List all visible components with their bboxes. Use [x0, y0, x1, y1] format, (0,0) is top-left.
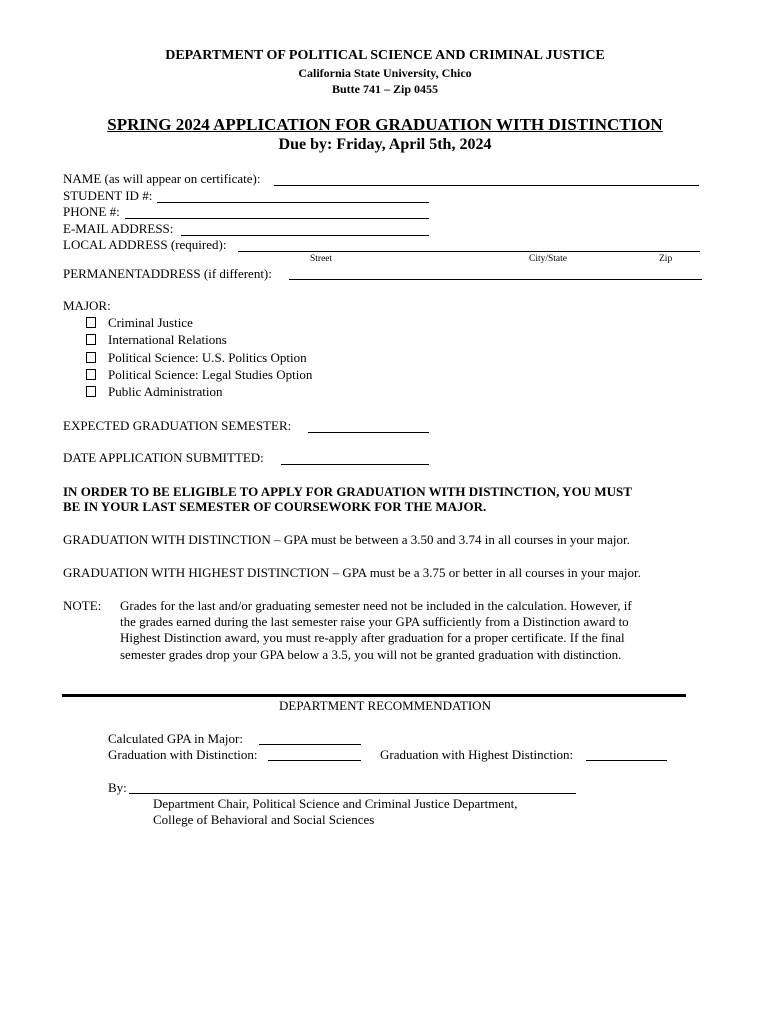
eligibility-line-2: BE IN YOUR LAST SEMESTER OF COURSEWORK FOR THE MAJOR. — [63, 499, 487, 514]
major-option-label: International Relations — [108, 332, 227, 347]
major-option-us-politics[interactable] — [86, 350, 307, 366]
with-highest-distinction-label: Graduation with Highest Distinction: — [380, 747, 574, 762]
permanent-address-field[interactable] — [289, 279, 702, 280]
with-distinction-label: Graduation with Distinction: — [108, 747, 258, 762]
eligibility-line-1: IN ORDER TO BE ELIGIBLE TO APPLY FOR GRADUATION WITH DISTINCTION, YOU MUST — [63, 484, 632, 499]
note-line: semester grades drop your GPA below a 3.5, you will not be granted graduation with distinction. — [120, 647, 622, 662]
major-option-label: Political Science: Legal Studies Option — [108, 367, 313, 382]
phone-field[interactable] — [125, 218, 429, 219]
major-option-criminal-justice[interactable] — [86, 315, 193, 331]
distinction-rule: GRADUATION WITH DISTINCTION – GPA must be between a 3.50 and 3.74 in all courses in your major. — [63, 532, 630, 547]
form-title: SPRING 2024 APPLICATION FOR GRADUATION WITH DISTINCTION — [107, 115, 663, 134]
major-option-label: Political Science: U.S. Politics Option — [108, 350, 307, 365]
expected-semester-label: EXPECTED GRADUATION SEMESTER: — [63, 418, 292, 433]
calculated-gpa-label: Calculated GPA in Major: — [108, 731, 243, 746]
by-label: By: — [108, 780, 127, 795]
checkbox-icon[interactable] — [86, 352, 96, 363]
highest-distinction-rule: GRADUATION WITH HIGHEST DISTINCTION – GPA must be a 3.75 or better in all courses in your major. — [63, 565, 641, 580]
student-id-field[interactable] — [157, 202, 429, 203]
note-line: Grades for the last and/or graduating semester need not be included in the calculation. However, if — [120, 598, 632, 613]
department-heading: DEPARTMENT OF POLITICAL SCIENCE AND CRIMINAL JUSTICE — [165, 48, 605, 63]
checkbox-icon[interactable] — [86, 317, 96, 328]
note-line: Highest Distinction award, you must re-apply after graduation for a proper certificate. If the final — [120, 630, 625, 645]
name-field[interactable] — [274, 185, 699, 186]
permanent-address-label: PERMANENTADDRESS (if different): — [63, 266, 272, 281]
major-option-label: Public Administration — [108, 384, 223, 399]
checkbox-icon[interactable] — [86, 386, 96, 397]
note-label: NOTE: — [63, 598, 102, 613]
major-option-label: Criminal Justice — [108, 315, 193, 330]
chair-title-line-2: College of Behavioral and Social Sciences — [153, 812, 375, 827]
note-line: the grades earned during the last semester raise your GPA sufficiently from a Distinction award to — [120, 614, 629, 629]
name-label: NAME (as will appear on certificate): — [63, 171, 261, 186]
local-address-field[interactable] — [238, 251, 700, 252]
major-option-international-relations[interactable] — [86, 332, 227, 348]
checkbox-icon[interactable] — [86, 369, 96, 380]
department-address: Butte 741 – Zip 0455 — [331, 82, 438, 96]
city-state-caption: City/State — [529, 254, 567, 264]
major-option-legal-studies[interactable] — [86, 367, 312, 383]
calculated-gpa-field[interactable] — [259, 744, 361, 745]
major-label: MAJOR: — [63, 298, 111, 313]
checkbox-icon[interactable] — [86, 334, 96, 345]
date-submitted-label: DATE APPLICATION SUBMITTED: — [63, 450, 264, 465]
signature-field[interactable] — [129, 793, 576, 794]
major-option-public-administration[interactable] — [86, 384, 222, 400]
university-name: California State University, Chico — [298, 66, 472, 80]
due-date: Due by: Friday, April 5th, 2024 — [278, 136, 492, 153]
email-field[interactable] — [181, 235, 429, 236]
section-divider — [62, 694, 686, 697]
local-address-label: LOCAL ADDRESS (required): — [63, 237, 227, 252]
email-label: E-MAIL ADDRESS: — [63, 221, 174, 236]
recommendation-heading: DEPARTMENT RECOMMENDATION — [279, 698, 491, 713]
phone-label: PHONE #: — [63, 204, 120, 219]
with-distinction-field[interactable] — [268, 760, 361, 761]
chair-title-line-1: Department Chair, Political Science and Criminal Justice Department, — [153, 796, 518, 811]
zip-caption: Zip — [659, 254, 673, 264]
street-caption: Street — [310, 254, 333, 264]
with-highest-distinction-field[interactable] — [586, 760, 667, 761]
date-submitted-field[interactable] — [281, 464, 429, 465]
expected-semester-field[interactable] — [308, 432, 429, 433]
student-id-label: STUDENT ID #: — [63, 188, 153, 203]
